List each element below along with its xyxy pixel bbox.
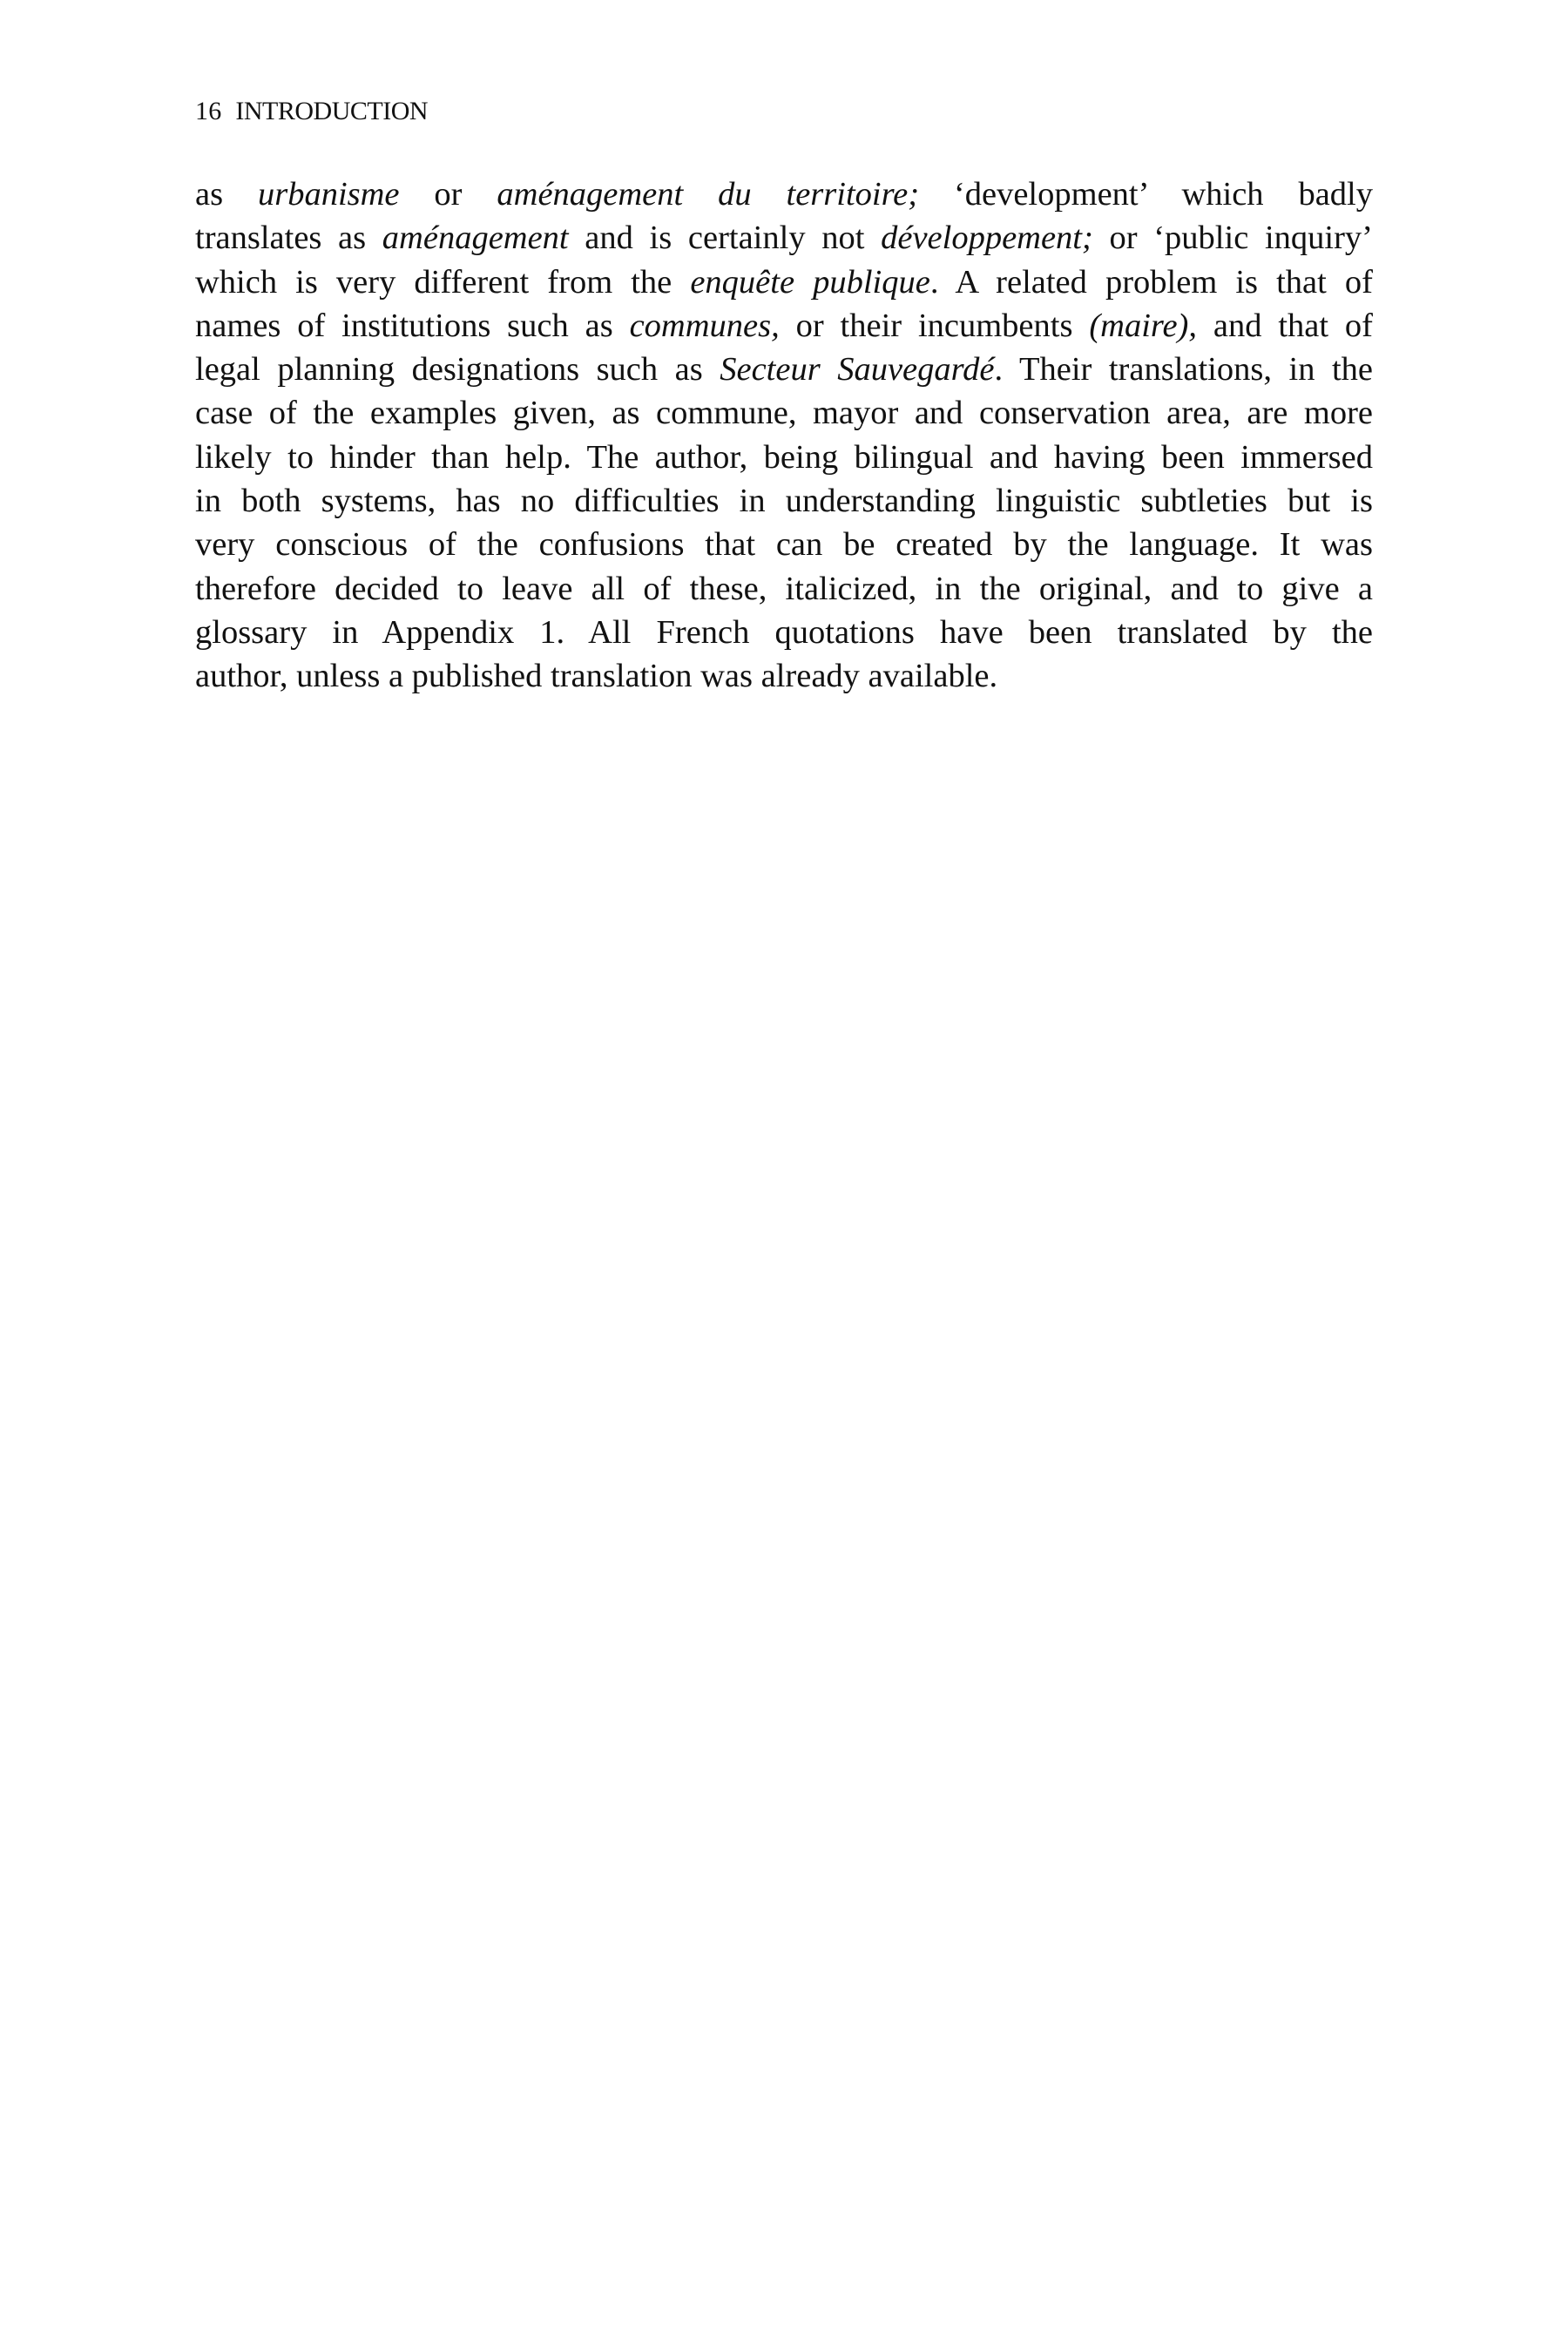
text-segment: therefore decided to leave all of these, italicized, in the original, and to give a — [195, 570, 1373, 607]
italic-term: développement; — [881, 220, 1093, 257]
text-line — [195, 523, 1373, 566]
text-segment: . A related problem is that of — [929, 263, 1373, 301]
text-segment: very conscious of the confusions that can be created by the language. It was — [195, 526, 1373, 564]
text-segment: glossary in Appendix 1. All French quotations have been translated by the — [195, 613, 1373, 651]
text-segment: translates as — [195, 220, 382, 257]
text-segment: author, unless a published translation was already available. — [195, 658, 998, 695]
text-line — [195, 260, 1373, 304]
text-segment: in both systems, has no difficulties in understanding linguistic subtleties but is — [195, 483, 1373, 520]
section-title: INTRODUCTION — [235, 97, 429, 125]
text-line — [195, 654, 1373, 698]
text-segment: which is very different from the — [195, 263, 691, 301]
text-line — [195, 436, 1373, 479]
text-segment: or ‘public inquiry’ — [1092, 220, 1373, 257]
text-segment: likely to hinder than help. The author, being bilingual and having been immersed — [195, 438, 1373, 476]
text-segment: and that of — [1197, 307, 1373, 344]
text-segment: case of the examples given, as commune, mayor and conservation area, are more — [195, 395, 1373, 432]
text-segment: names of institutions such as — [195, 307, 630, 344]
text-line — [195, 611, 1373, 654]
text-line — [195, 567, 1373, 611]
text-segment: as — [195, 176, 258, 213]
body-paragraph — [195, 172, 1373, 699]
text-line — [195, 172, 1373, 216]
italic-term: aménagement — [382, 220, 569, 257]
text-line — [195, 348, 1373, 391]
text-line — [195, 216, 1373, 260]
text-segment: . Their translations, in the — [994, 351, 1373, 389]
italic-term: urbanisme — [257, 176, 400, 213]
text-segment: legal planning designations such as — [195, 351, 720, 389]
italic-term: enquête publique — [690, 263, 930, 301]
text-line — [195, 391, 1373, 435]
text-segment: or their incumbents — [779, 307, 1090, 344]
running-head — [195, 94, 428, 129]
italic-term: Secteur Sauvegardé — [720, 351, 995, 389]
italic-term: (maire), — [1089, 307, 1197, 344]
italic-term: communes, — [629, 307, 780, 344]
page-number: 16 — [195, 97, 222, 125]
text-line — [195, 304, 1373, 348]
text-segment: or — [399, 176, 497, 213]
text-line — [195, 479, 1373, 523]
italic-term: aménagement du territoire; — [497, 176, 920, 213]
text-segment: and is certainly not — [568, 220, 882, 257]
text-segment: ‘development’ which badly — [919, 176, 1373, 213]
